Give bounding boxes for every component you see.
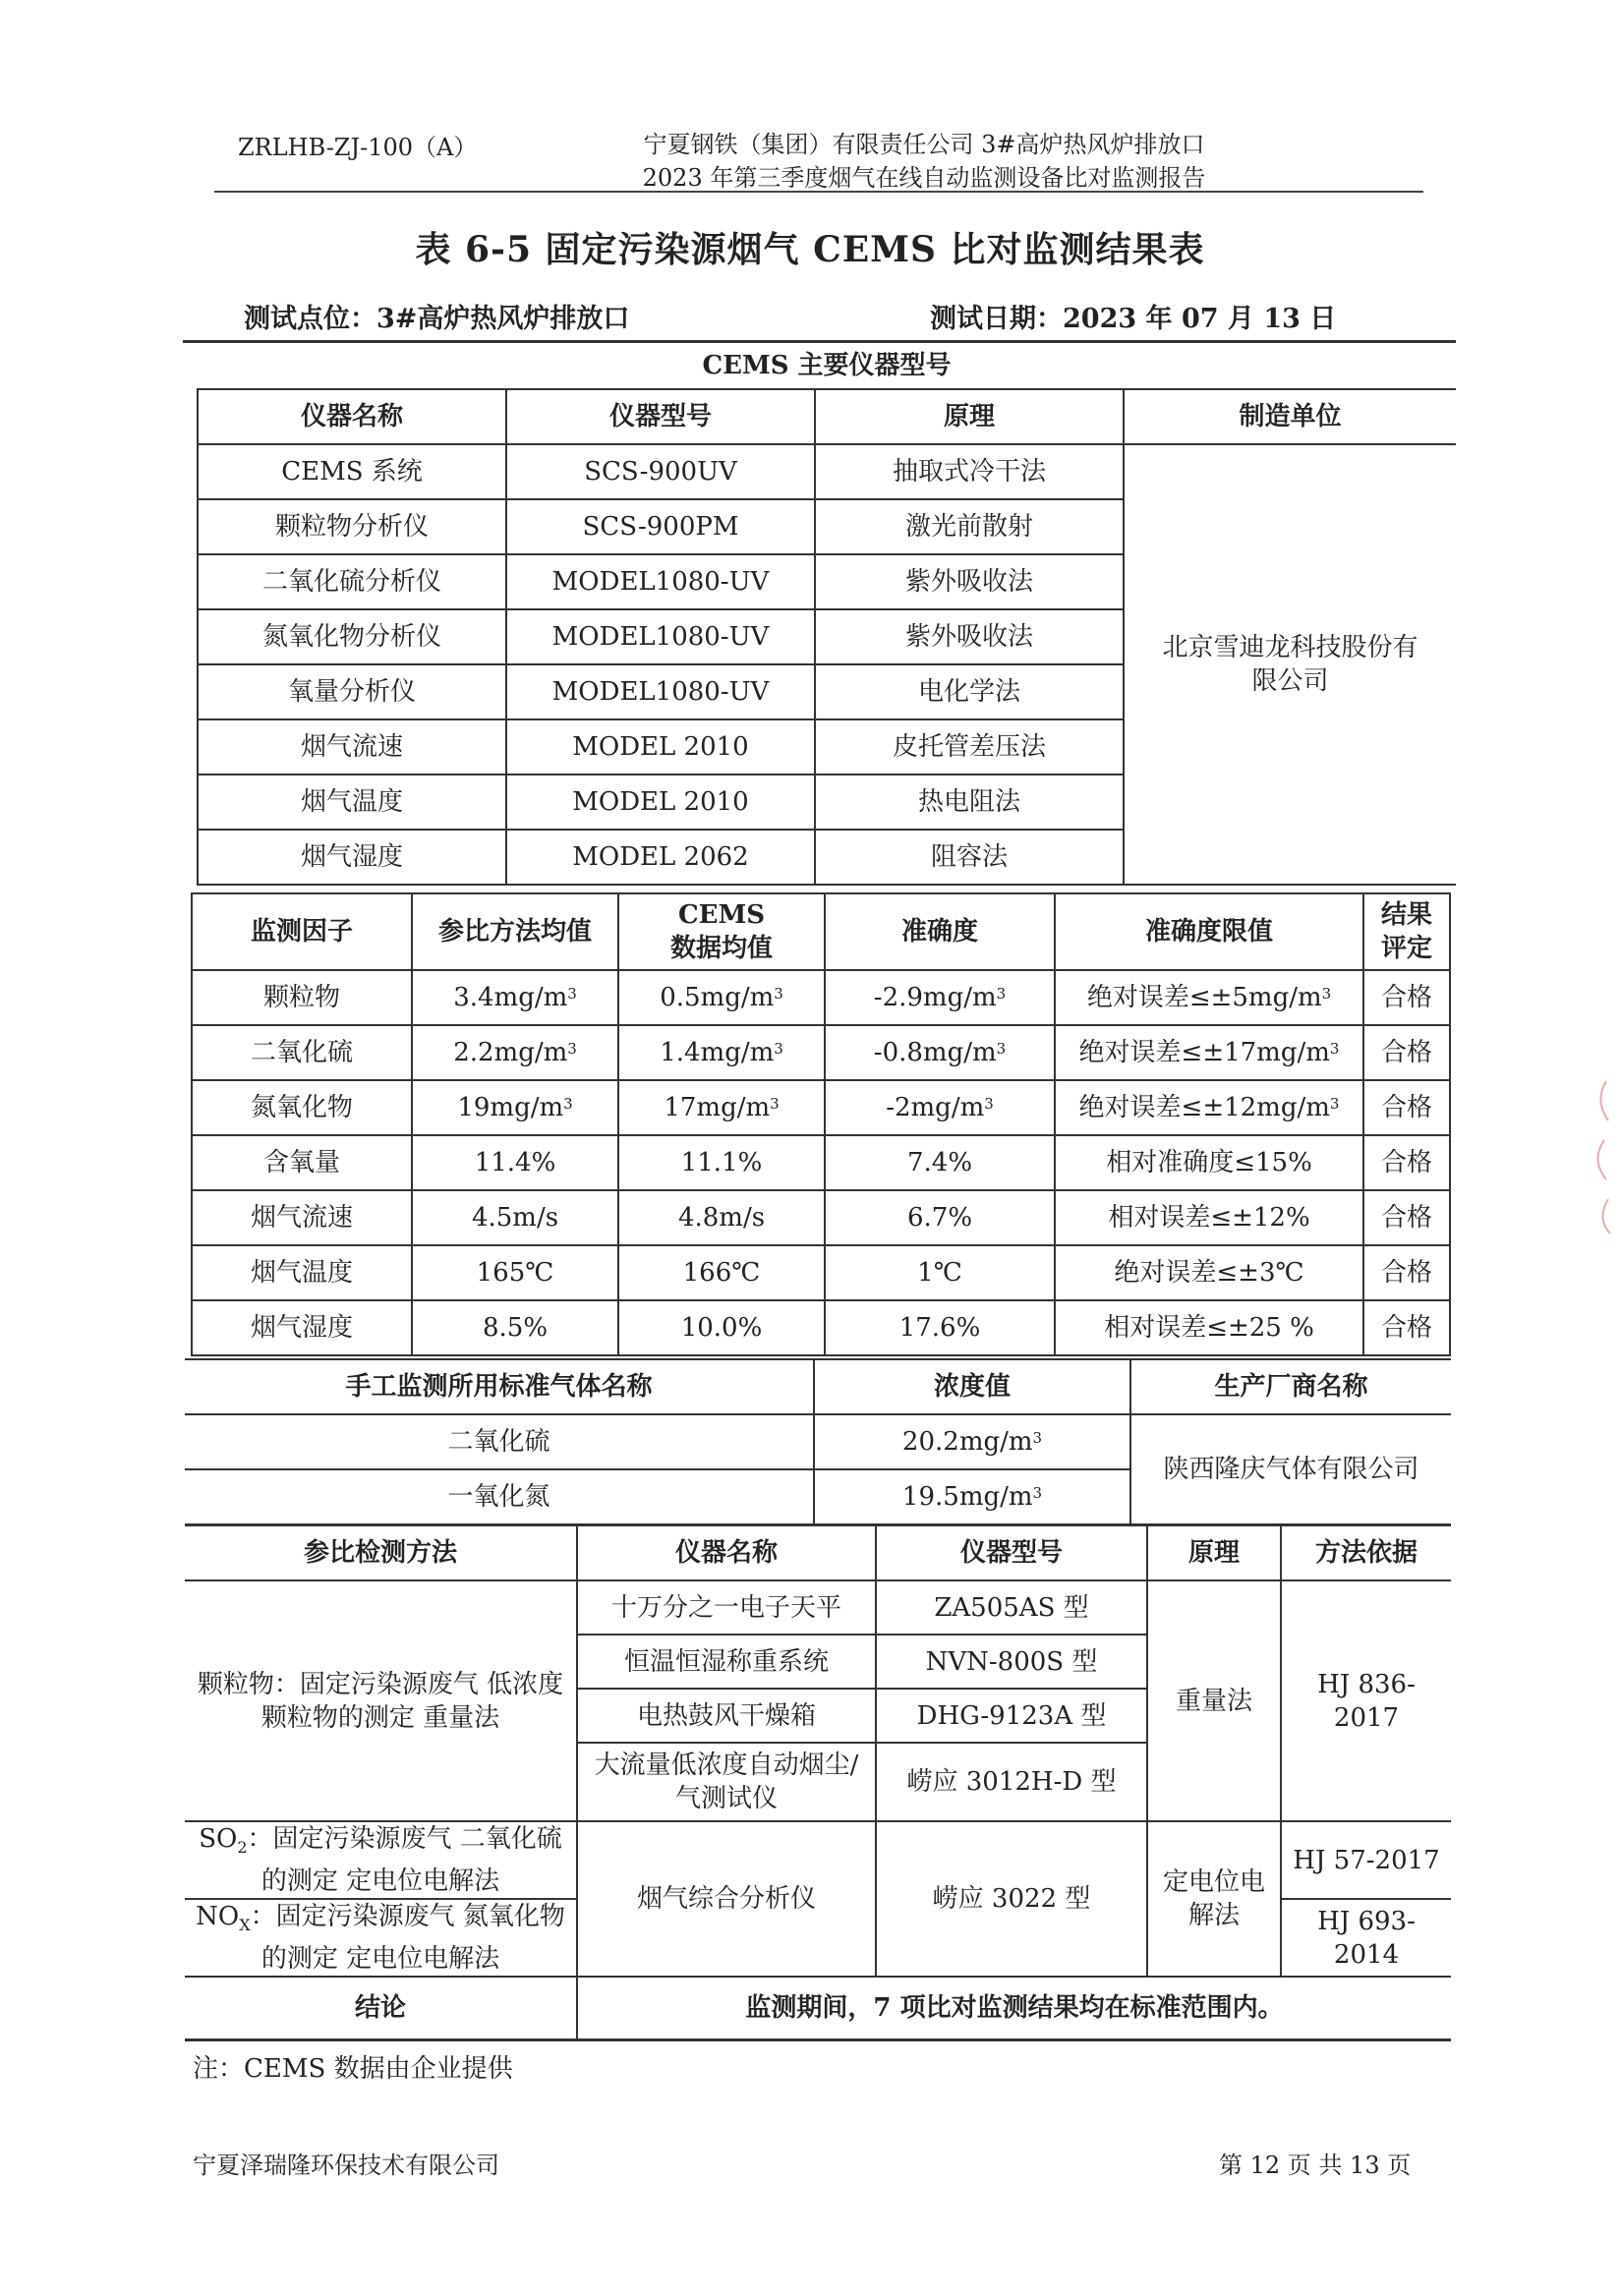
col-header-result xyxy=(1363,893,1450,970)
result-factor: 颗粒物 xyxy=(192,970,412,1025)
instrument-model: MODEL 2062 xyxy=(506,830,815,885)
standard-gas-table xyxy=(185,1358,1451,1525)
header-divider xyxy=(214,191,1423,193)
result-label: 结果 xyxy=(1380,900,1432,930)
nox-basis: HJ 693-2014 xyxy=(1281,1899,1451,1977)
methods-header-row xyxy=(185,1525,1451,1580)
result-cems-mean: $1.4mg/m^3$ xyxy=(618,1025,825,1080)
col-header-ref-method: 参比检测方法 xyxy=(185,1525,577,1580)
test-point: 测试点位：3#高炉热风炉排放口 xyxy=(244,304,630,334)
result-factor: 烟气湿度 xyxy=(192,1300,412,1355)
pm-instrument-model: 崂应 3012H-D 型 xyxy=(876,1743,1147,1821)
col-header-model: 仪器型号 xyxy=(506,389,815,444)
col-header-gas-manufacturer: 生产厂商名称 xyxy=(1130,1359,1451,1414)
results-body xyxy=(192,970,1450,1355)
col-header-ref-mean: 参比方法均值 xyxy=(412,893,618,970)
table-row xyxy=(192,1135,1450,1190)
so2-method: $SO_2$：固定污染源废气 二氧化硫的测定 定电位电解法 xyxy=(185,1821,577,1899)
result-evaluation: 合格 xyxy=(1363,1025,1450,1080)
instrument-principle: 阻容法 xyxy=(815,830,1124,885)
gas-instrument: 烟气综合分析仪 xyxy=(577,1821,876,1977)
result-accuracy: 17.6% xyxy=(825,1300,1055,1355)
col-header-instrument: 仪器名称 xyxy=(577,1525,876,1580)
reference-methods-table xyxy=(185,1524,1451,2041)
table-row xyxy=(192,1025,1450,1080)
col-header-factor: 监测因子 xyxy=(192,893,412,970)
cems-label: CEMS xyxy=(677,900,766,930)
pm-instrument-name: 恒温恒湿称重系统 xyxy=(577,1635,876,1689)
instrument-model: SCS-900PM xyxy=(506,499,815,554)
col-header-principle: 原理 xyxy=(815,389,1124,444)
result-accuracy: 7.4% xyxy=(825,1135,1055,1190)
pm-instrument-name: 大流量低浓度自动烟尘/气测试仪 xyxy=(577,1743,876,1821)
col-header-gas-name: 手工监测所用标准气体名称 xyxy=(185,1359,814,1414)
note: 注：CEMS 数据由企业提供 xyxy=(193,2054,513,2084)
data-mean-label: 数据均值 xyxy=(669,934,773,963)
pm-instrument-model: DHG-9123A 型 xyxy=(876,1689,1147,1743)
gas-model: 崂应 3022 型 xyxy=(876,1821,1147,1977)
result-limit: 绝对误差≤±3℃ xyxy=(1055,1245,1363,1300)
result-evaluation: 合格 xyxy=(1363,1245,1450,1300)
table-row xyxy=(192,1245,1450,1300)
pm-method: 颗粒物：固定污染源废气 低浓度颗粒物的测定 重量法 xyxy=(185,1580,577,1821)
instrument-name: 烟气流速 xyxy=(198,719,506,775)
result-factor: 烟气流速 xyxy=(192,1190,412,1245)
instrument-name: CEMS 系统 xyxy=(198,444,506,499)
instrument-model: MODEL1080-UV xyxy=(506,554,815,609)
table-row xyxy=(192,970,1450,1025)
header-line-1: 宁夏钢铁（集团）有限责任公司 3#高炉热风炉排放口 xyxy=(643,131,1205,158)
instrument-name: 二氧化硫分析仪 xyxy=(198,554,506,609)
result-ref-mean: $3.4mg/m^3$ xyxy=(412,970,618,1025)
result-factor: 含氧量 xyxy=(192,1135,412,1190)
gas-name: 二氧化硫 xyxy=(185,1414,814,1469)
results-header-row xyxy=(192,893,1450,970)
gas-header-row xyxy=(185,1359,1451,1414)
so2-basis: HJ 57-2017 xyxy=(1281,1821,1451,1899)
result-limit: 相对准确度≤15% xyxy=(1055,1135,1363,1190)
pm-instrument-model: NVN-800S 型 xyxy=(876,1635,1147,1689)
conclusion-label: 结论 xyxy=(185,1977,577,2039)
result-accuracy: 6.7% xyxy=(825,1190,1055,1245)
result-evaluation: 合格 xyxy=(1363,1135,1450,1190)
conclusion-row xyxy=(185,1977,1451,2039)
page-number: 第 12 页 共 13 页 xyxy=(1219,2152,1412,2179)
result-factor: 氮氧化物 xyxy=(192,1080,412,1135)
gas-name: 一氧化氮 xyxy=(185,1469,814,1524)
result-ref-mean: $2.2mg/m^3$ xyxy=(412,1025,618,1080)
col-header-limit: 准确度限值 xyxy=(1055,893,1363,970)
instrument-name: 颗粒物分析仪 xyxy=(198,499,506,554)
result-limit: 相对误差≤±25 % xyxy=(1055,1300,1363,1355)
table-title: 表 6-5 固定污染源烟气 CEMS 比对监测结果表 xyxy=(415,229,1205,270)
result-accuracy: 1℃ xyxy=(825,1245,1055,1300)
result-cems-mean: $17mg/m^3$ xyxy=(618,1080,825,1135)
result-ref-mean: $19mg/m^3$ xyxy=(412,1080,618,1135)
table-row xyxy=(192,1080,1450,1135)
result-accuracy: $-0.8mg/m^3$ xyxy=(825,1025,1055,1080)
result-cems-mean: $0.5mg/m^3$ xyxy=(618,970,825,1025)
result-limit: 绝对误差$\le\pm 17mg/m^3$ xyxy=(1055,1025,1363,1080)
col-header-concentration: 浓度值 xyxy=(814,1359,1130,1414)
result-cems-mean: 4.8m/s xyxy=(618,1190,825,1245)
instrument-principle: 电化学法 xyxy=(815,664,1124,719)
gas-manufacturer: 陕西隆庆气体有限公司 xyxy=(1130,1414,1451,1524)
instrument-model: MODEL1080-UV xyxy=(506,664,815,719)
test-date: 测试日期：2023 年 07 月 13 日 xyxy=(930,304,1337,334)
results-table xyxy=(191,892,1451,1356)
result-factor: 二氧化硫 xyxy=(192,1025,412,1080)
table-row xyxy=(185,1821,1451,1899)
result-accuracy: $-2.9mg/m^3$ xyxy=(825,970,1055,1025)
result-factor: 烟气温度 xyxy=(192,1245,412,1300)
table-row xyxy=(192,1190,1450,1245)
result-evaluation: 合格 xyxy=(1363,1300,1450,1355)
table-row xyxy=(198,444,1456,499)
instrument-table xyxy=(197,342,1456,886)
col-header-cems-mean xyxy=(618,893,825,970)
evaluation-label: 评定 xyxy=(1380,934,1432,963)
result-ref-mean: 4.5m/s xyxy=(412,1190,618,1245)
instrument-principle: 抽取式冷干法 xyxy=(815,444,1124,499)
pm-basis: HJ 836-2017 xyxy=(1281,1580,1451,1821)
instrument-header-row xyxy=(198,389,1456,444)
result-ref-mean: 11.4% xyxy=(412,1135,618,1190)
instrument-model: MODEL1080-UV xyxy=(506,609,815,664)
instrument-name: 氧量分析仪 xyxy=(198,664,506,719)
result-evaluation: 合格 xyxy=(1363,970,1450,1025)
conclusion-text: 监测期间，7 项比对监测结果均在标准范围内。 xyxy=(577,1977,1451,2039)
seal-fragment xyxy=(1585,1071,1614,1238)
instrument-manufacturer: 北京雪迪龙科技股份有限公司 xyxy=(1124,444,1456,885)
col-header-model: 仪器型号 xyxy=(876,1525,1147,1580)
instrument-principle: 热电阻法 xyxy=(815,775,1124,830)
result-cems-mean: 166℃ xyxy=(618,1245,825,1300)
result-ref-mean: 165℃ xyxy=(412,1245,618,1300)
table-row xyxy=(185,1414,1451,1469)
pm-principle: 重量法 xyxy=(1147,1580,1281,1821)
instrument-principle: 紫外吸收法 xyxy=(815,609,1124,664)
table-row xyxy=(185,1580,1451,1635)
col-header-name: 仪器名称 xyxy=(198,389,506,444)
instrument-model: MODEL 2010 xyxy=(506,775,815,830)
footer-company: 宁夏泽瑞隆环保技术有限公司 xyxy=(193,2152,499,2179)
instrument-name: 烟气湿度 xyxy=(198,830,506,885)
gas-value: $20.2mg/m^3$ xyxy=(814,1414,1130,1469)
pm-instrument-name: 电热鼓风干燥箱 xyxy=(577,1689,876,1743)
col-header-basis: 方法依据 xyxy=(1281,1525,1451,1580)
result-limit: 绝对误差$\le\pm 12mg/m^3$ xyxy=(1055,1080,1363,1135)
instrument-model: SCS-900UV xyxy=(506,444,815,499)
instrument-principle: 激光前散射 xyxy=(815,499,1124,554)
instrument-name: 氮氧化物分析仪 xyxy=(198,609,506,664)
result-limit: 绝对误差$\le\pm 5mg/m^3$ xyxy=(1055,970,1363,1025)
header-line-2: 2023 年第三季度烟气在线自动监测设备比对监测报告 xyxy=(642,164,1206,192)
instrument-section-row xyxy=(198,342,1456,389)
instrument-name: 烟气温度 xyxy=(198,775,506,830)
col-header-manufacturer: 制造单位 xyxy=(1124,389,1456,444)
result-accuracy: $-2mg/m^3$ xyxy=(825,1080,1055,1135)
result-limit: 相对误差≤±12% xyxy=(1055,1190,1363,1245)
result-cems-mean: 11.1% xyxy=(618,1135,825,1190)
gas-value: $19.5mg/m^3$ xyxy=(814,1469,1130,1524)
instrument-model: MODEL 2010 xyxy=(506,719,815,775)
col-header-accuracy: 准确度 xyxy=(825,893,1055,970)
instrument-principle: 皮托管差压法 xyxy=(815,719,1124,775)
result-evaluation: 合格 xyxy=(1363,1190,1450,1245)
result-ref-mean: 8.5% xyxy=(412,1300,618,1355)
instrument-section-title: CEMS 主要仪器型号 xyxy=(198,342,1456,389)
doc-code: ZRLHB-ZJ-100（A） xyxy=(238,134,478,161)
col-header-principle: 原理 xyxy=(1147,1525,1281,1580)
report-header xyxy=(550,128,1298,195)
table-row xyxy=(192,1300,1450,1355)
gas-principle: 定电位电解法 xyxy=(1147,1821,1281,1977)
instrument-principle: 紫外吸收法 xyxy=(815,554,1124,609)
result-evaluation: 合格 xyxy=(1363,1080,1450,1135)
nox-method: $NO_X$：固定污染源废气 氮氧化物的测定 定电位电解法 xyxy=(185,1899,577,1977)
result-cems-mean: 10.0% xyxy=(618,1300,825,1355)
pm-instrument-model: ZA505AS 型 xyxy=(876,1580,1147,1635)
pm-instrument-name: 十万分之一电子天平 xyxy=(577,1580,876,1635)
